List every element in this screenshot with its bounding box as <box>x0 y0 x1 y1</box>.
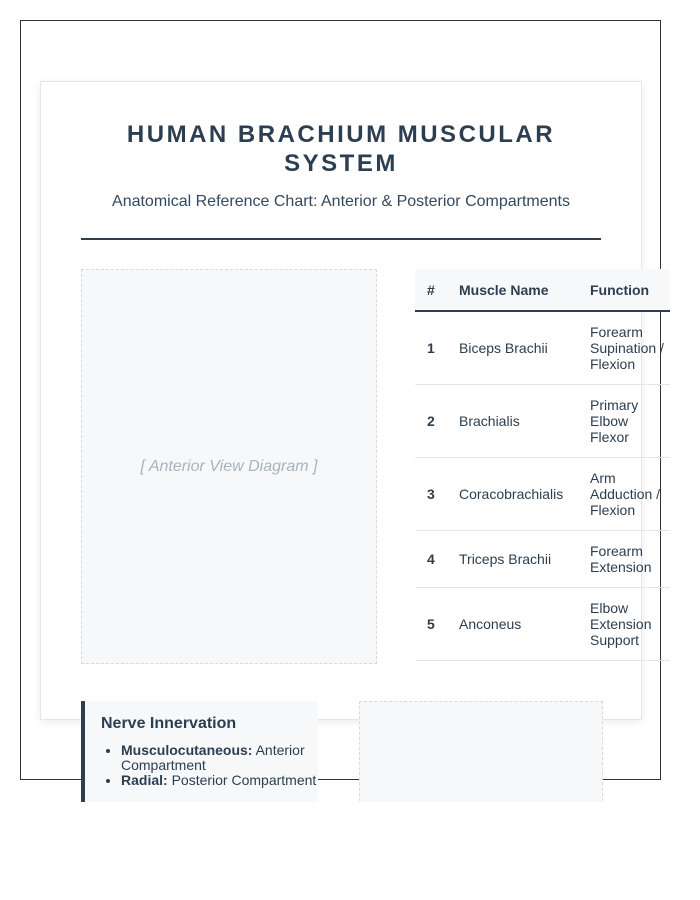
row-number: 2 <box>415 384 459 457</box>
muscle-table <box>415 269 670 661</box>
column-header-function: Function <box>590 269 670 311</box>
nerve-name: Musculocutaneous: <box>121 742 253 758</box>
muscle-function: Forearm Extension <box>590 530 670 587</box>
nerve-list <box>101 743 318 788</box>
muscle-function: Primary Elbow Flexor <box>590 384 670 457</box>
list-item <box>121 773 318 788</box>
secondary-diagram-panel <box>359 701 603 802</box>
page-title: HUMAN BRACHIUM MUSCULAR SYSTEM <box>126 121 556 177</box>
table-row <box>415 457 670 530</box>
muscle-name: Coracobrachialis <box>459 457 590 530</box>
table-row <box>415 311 670 384</box>
muscle-function: Forearm Supination / Flexion <box>590 311 670 384</box>
table-row <box>415 530 670 587</box>
muscle-name: Anconeus <box>459 587 590 660</box>
table-row <box>415 384 670 457</box>
muscle-name: Biceps Brachii <box>459 311 590 384</box>
column-header-number: # <box>415 269 459 311</box>
nerve-detail: Anterior Compartment <box>121 742 305 773</box>
muscle-function: Elbow Extension Support <box>590 587 670 660</box>
diagram-placeholder-label: [ Anterior View Diagram ] <box>140 457 318 475</box>
table-header-row <box>415 269 670 311</box>
row-number: 4 <box>415 530 459 587</box>
page-subtitle: Anatomical Reference Chart: Anterior & Posterior Compartments <box>112 193 570 210</box>
column-header-muscle-name: Muscle Name <box>459 269 590 311</box>
table-row <box>415 587 670 660</box>
nerve-panel-title: Nerve Innervation <box>101 715 237 732</box>
row-number: 1 <box>415 311 459 384</box>
muscle-name: Brachialis <box>459 384 590 457</box>
nerve-name: Radial: <box>121 772 168 788</box>
list-item <box>121 743 318 773</box>
nerve-detail: Posterior Compartment <box>171 772 317 788</box>
anterior-view-diagram <box>81 269 377 664</box>
row-number: 5 <box>415 587 459 660</box>
muscle-function: Arm Adduction / Flexion <box>590 457 670 530</box>
muscle-name: Triceps Brachii <box>459 530 590 587</box>
nerve-innervation-panel <box>81 701 318 802</box>
row-number: 3 <box>415 457 459 530</box>
title-divider <box>81 238 601 240</box>
